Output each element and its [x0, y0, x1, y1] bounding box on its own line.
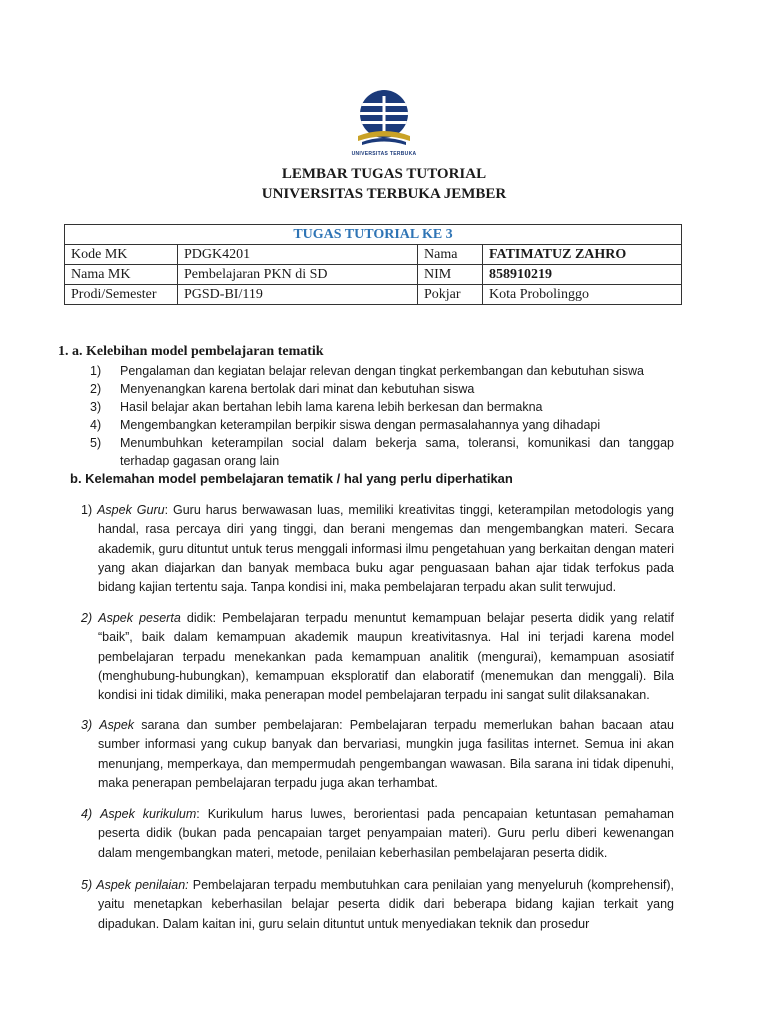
cell-label: Pokjar	[418, 285, 483, 305]
aspect-paragraph	[81, 716, 674, 793]
advantages-list	[90, 362, 674, 470]
aspect-number: 3)	[81, 718, 93, 732]
item-text: Mengembangkan keterampilan berpikir siswa dengan permasalahannya yang dihadapi	[120, 418, 601, 432]
aspect-label: Aspek peserta	[98, 611, 181, 625]
table-row	[65, 285, 682, 305]
table-heading: TUGAS TUTORIAL KE 3	[65, 225, 682, 245]
cell-value: 858910219	[483, 265, 682, 285]
table-row	[65, 265, 682, 285]
list-item	[90, 398, 674, 416]
section-heading-advantages: 1. a. Kelebihan model pembelajaran tematik	[58, 344, 324, 359]
list-item	[90, 416, 674, 434]
aspect-number: 5)	[81, 878, 93, 892]
aspect-text: sarana dan sumber pembelajaran: Pembelajaran terpadu memerlukan bahan bacaan atau sumber informasi yang cukup banyak dan bervariasi, mungkin juga fasilitas internet. Semua ini akan menunjang, memperkaya, dan mempermudah pengembangan wawasan. Bila sarana ini tidak dipenuhi, maka penerapan pembelajaran terpadu juga akan terhambat.	[98, 718, 674, 790]
aspect-number: 2)	[81, 611, 93, 625]
cell-value: FATIMATUZ ZAHRO	[483, 245, 682, 265]
aspect-text: didik: Pembelajaran terpadu menuntut kemampuan belajar peserta didik yang relatif “baik”, baik dalam kemampuan akademik maupun kreativitasnya. Hal ini terjadi karena model pembelajaran terpadu menekankan pada kemampuan analitik (mengurai), kemampuan asosiatif (menghubung-hubungkan), kemampuan eksploratif dan elaboratif (menemukan dan menggali). Bila kondisi ini tidak dimiliki, maka penerapan model pembelajaran terpadu ini sangat sulit dilaksanakan.	[98, 611, 674, 703]
aspect-paragraph	[81, 609, 674, 705]
ut-emblem-icon	[348, 86, 420, 154]
aspect-number: 4)	[81, 807, 93, 821]
aspect-paragraph	[81, 805, 675, 863]
aspect-separator: :	[196, 807, 200, 821]
aspect-paragraph	[81, 501, 674, 597]
aspect-paragraph	[81, 876, 674, 934]
aspect-text: Pembelajaran terpadu membutuhkan cara penilaian yang menyeluruh (komprehensif), yaitu menetapkan keberhasilan belajar peserta didik dari beberapa bidang kajian terkait yang dipadukan. Dalam kaitan ini, guru selain dituntut untuk menyediakan teknik dan prosedur	[98, 878, 674, 931]
aspect-label: Aspek penilaian:	[96, 878, 189, 892]
logo-caption: UNIVERSITAS TERBUKA	[351, 151, 417, 157]
list-item	[90, 362, 674, 380]
table-header-row	[65, 225, 682, 245]
aspect-label: Aspek Guru	[97, 503, 165, 517]
tutorial-info-table	[64, 224, 682, 305]
aspect-text: Kurikulum harus luwes, berorientasi pada pencapaian ketuntasan pemahaman peserta didik (bukan pada pencapaian target penyampaian materi). Guru perlu diberi kewenangan dalam mengembangkan materi, metode, penilaian keberhasilan pembelajaran peserta didik.	[98, 807, 675, 860]
aspect-number: 1)	[81, 503, 93, 517]
item-text: Pengalaman dan kegiatan belajar relevan dengan tingkat perkembangan dan kebutuhan siswa	[120, 364, 644, 378]
item-text: Menyenangkan karena bertolak dari minat dan kebutuhan siswa	[120, 382, 475, 396]
aspect-separator: :	[164, 503, 169, 517]
item-text: Menumbuhkan keterampilan social dalam bekerja sama, toleransi, komunikasi dan tanggap terhadap gagasan orang lain	[120, 436, 674, 468]
table-row	[65, 245, 682, 265]
item-number: 3)	[90, 400, 102, 414]
aspect-label: Aspek kurikulum	[100, 807, 197, 821]
list-item	[90, 380, 674, 398]
section-heading-weaknesses: b. Kelemahan model pembelajaran tematik / hal yang perlu diperhatikan	[70, 471, 513, 486]
cell-label: Prodi/Semester	[65, 285, 178, 305]
document-title: LEMBAR TUGAS TUTORIAL	[281, 166, 487, 182]
aspect-text: Guru harus berwawasan luas, memiliki kreativitas tinggi, keterampilan metodologis yang handal, rasa percaya diri yang tinggi, dan berani mengemas dan mengembangkan materi. Secara akademik, guru dituntut untuk terus menggali informasi ilmu pengetahuan yang berkaitan dengan materi yang akan diajarkan dan banyak membaca buku agar penguasaan bahan ajar tidak terfokus pada bidang kajian tertentu saja. Tanpa kondisi ini, maka pembelajaran terpadu akan sulit terwujud.	[98, 503, 674, 595]
cell-value: Pembelajaran PKN di SD	[178, 265, 418, 285]
cell-value: PGSD-BI/119	[178, 285, 418, 305]
cell-label: Nama MK	[65, 265, 178, 285]
cell-label: Nama	[418, 245, 483, 265]
cell-label: Kode MK	[65, 245, 178, 265]
item-number: 2)	[90, 382, 102, 396]
document-subtitle: UNIVERSITAS TERBUKA JEMBER	[261, 186, 507, 202]
item-text: Hasil belajar akan bertahan lebih lama karena lebih berkesan dan bermakna	[120, 400, 543, 414]
aspect-label: Aspek	[99, 718, 135, 732]
item-number: 4)	[90, 418, 102, 432]
cell-value: PDGK4201	[178, 245, 418, 265]
item-number: 1)	[90, 364, 102, 378]
university-logo	[340, 86, 428, 168]
cell-value: Kota Probolinggo	[483, 285, 682, 305]
list-item	[90, 434, 674, 470]
cell-label: NIM	[418, 265, 483, 285]
item-number: 5)	[90, 436, 102, 450]
